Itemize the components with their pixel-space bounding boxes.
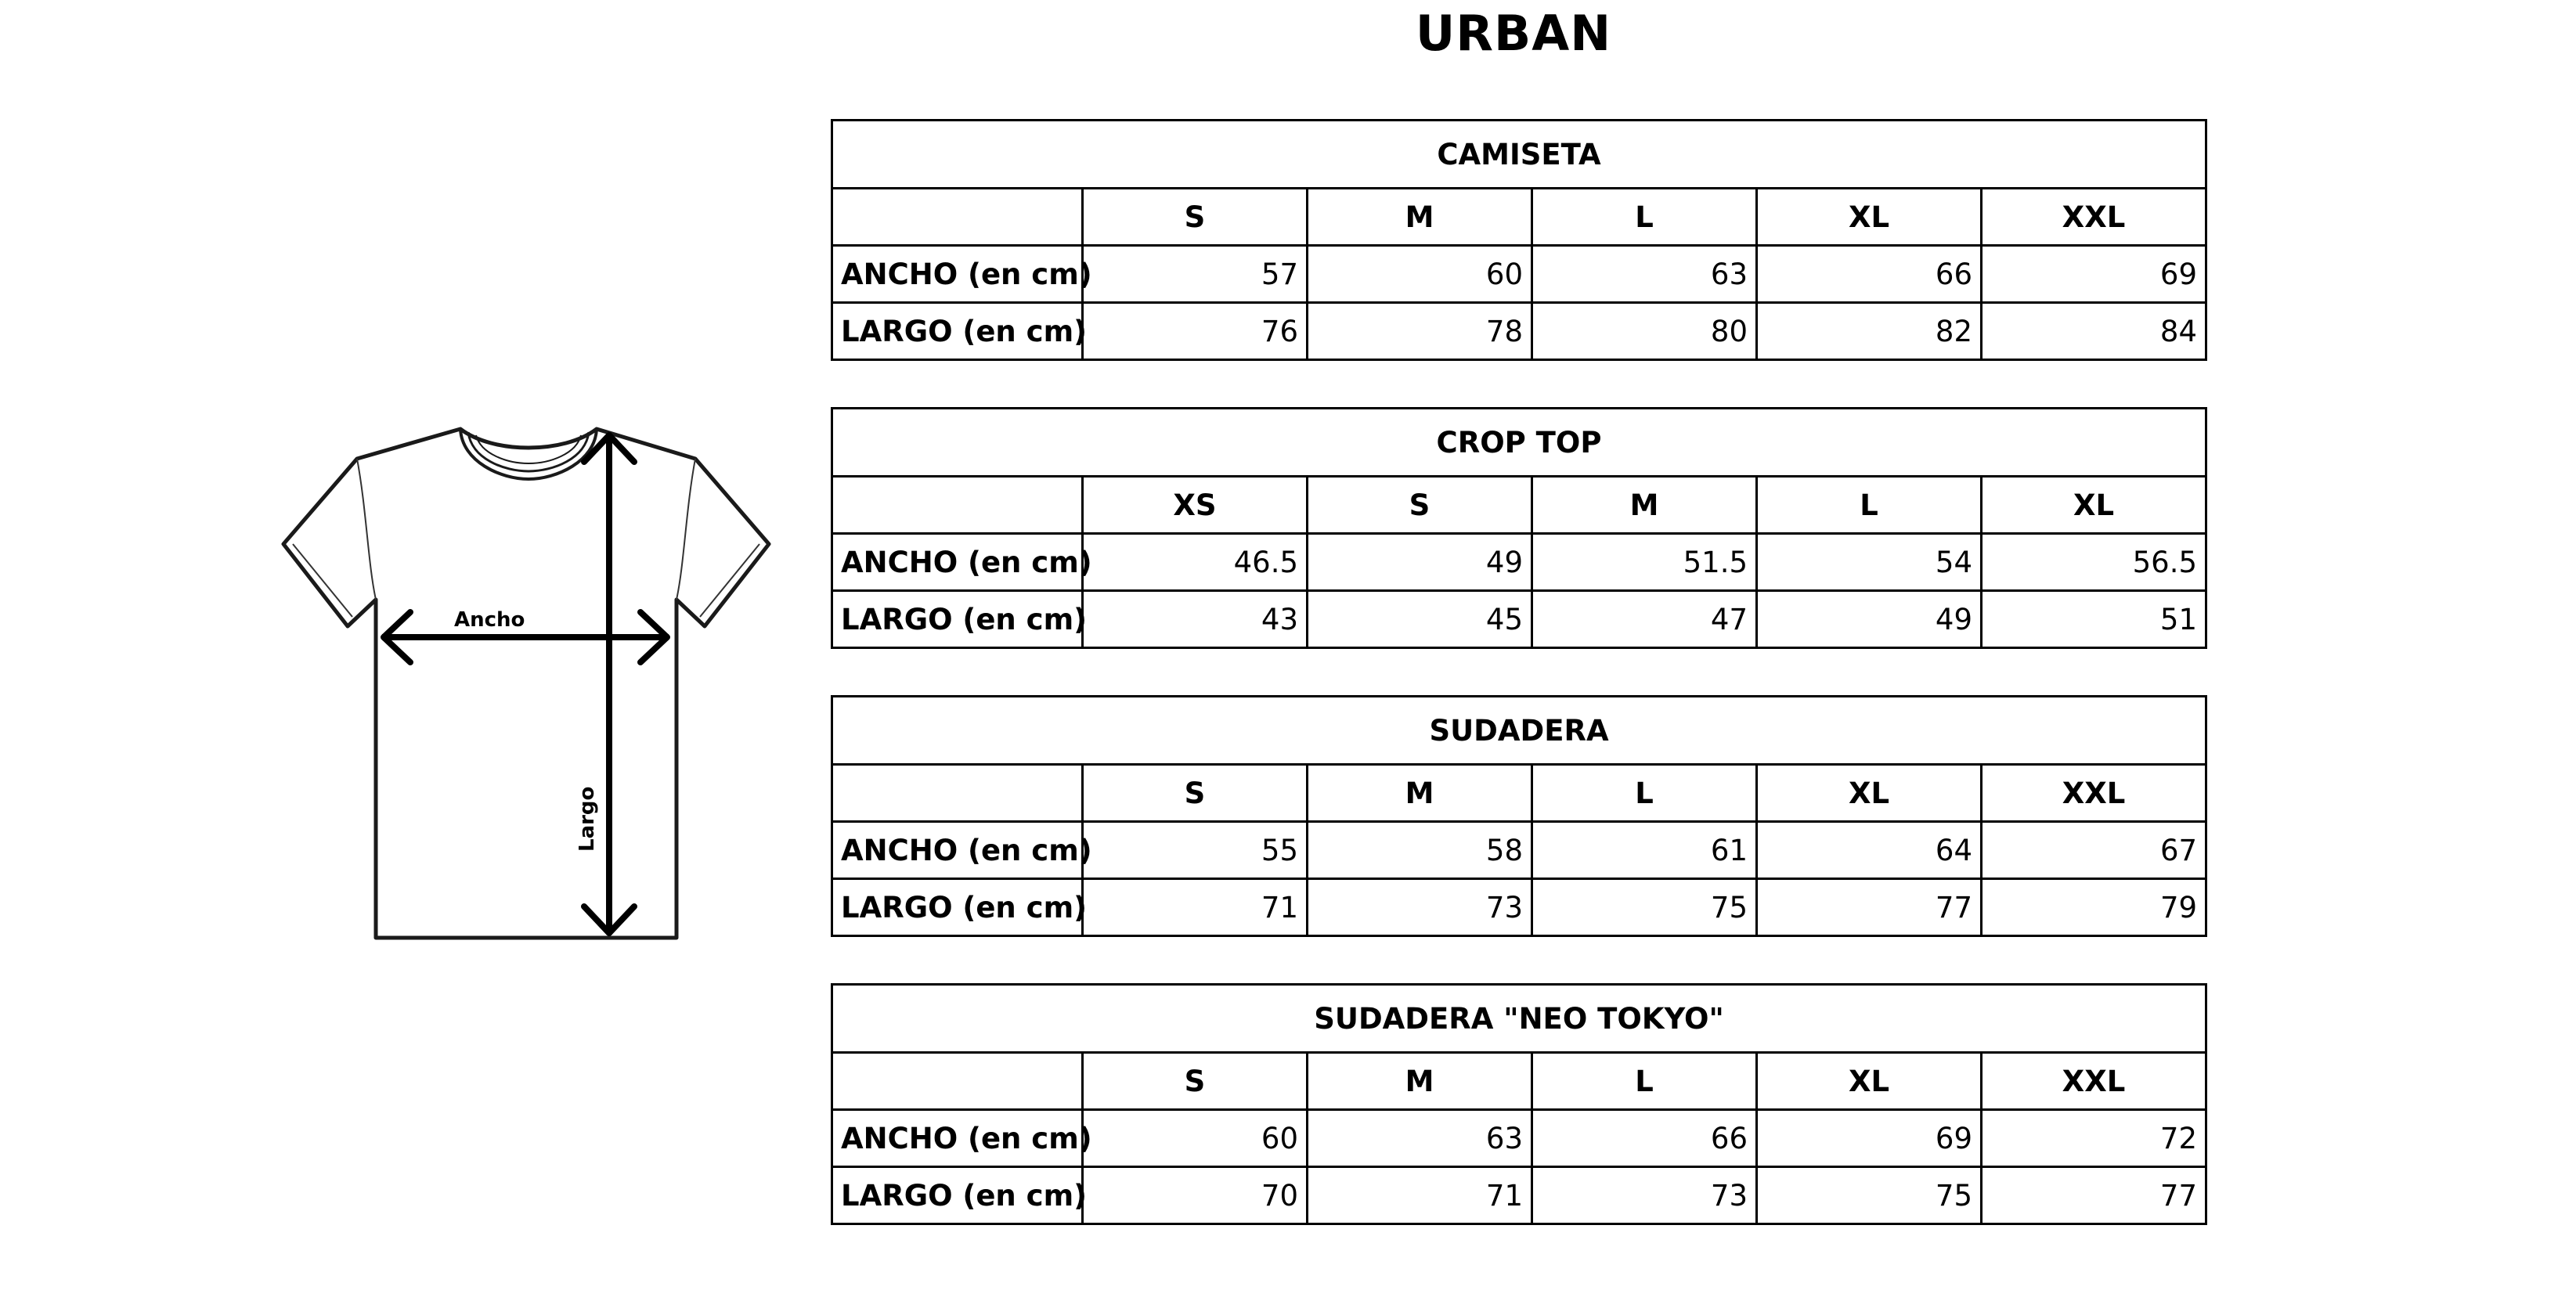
cell-value: 69: [1757, 1110, 1982, 1167]
size-header: M: [1308, 765, 1532, 822]
cell-value: 46.5: [1083, 534, 1308, 591]
size-header: L: [1532, 1053, 1757, 1110]
empty-header-cell: [832, 189, 1083, 246]
cell-value: 73: [1308, 879, 1532, 936]
cell-value: 82: [1757, 303, 1982, 360]
size-table-crop-top: [831, 407, 2207, 649]
width-label: Ancho: [454, 608, 525, 632]
size-header: XL: [1982, 477, 2206, 534]
cell-value: 49: [1757, 591, 1982, 648]
table-row: [832, 1167, 2206, 1224]
cell-value: 69: [1982, 246, 2206, 303]
row-label: ANCHO (en cm): [832, 246, 1083, 303]
cell-value: 79: [1982, 879, 2206, 936]
size-header: L: [1532, 189, 1757, 246]
size-header-row: [832, 189, 2206, 246]
cell-value: 43: [1083, 591, 1308, 648]
cell-value: 60: [1083, 1110, 1308, 1167]
table-row: [832, 822, 2206, 879]
row-label: LARGO (en cm): [832, 591, 1083, 648]
size-header: XXL: [1982, 1053, 2206, 1110]
size-header: M: [1532, 477, 1757, 534]
row-label: ANCHO (en cm): [832, 1110, 1083, 1167]
size-table-sudadera-neo-tokyo: [831, 983, 2207, 1225]
size-header-row: [832, 765, 2206, 822]
cell-value: 66: [1757, 246, 1982, 303]
cell-value: 56.5: [1982, 534, 2206, 591]
cell-value: 49: [1308, 534, 1532, 591]
table-title: CAMISETA: [832, 121, 2206, 189]
size-header: S: [1083, 1053, 1308, 1110]
tshirt-icon: [266, 415, 799, 963]
size-table-sudadera: [831, 695, 2207, 937]
cell-value: 75: [1757, 1167, 1982, 1224]
cell-value: 80: [1532, 303, 1757, 360]
cell-value: 71: [1308, 1167, 1532, 1224]
cell-value: 63: [1308, 1110, 1532, 1167]
cell-value: 55: [1083, 822, 1308, 879]
cell-value: 61: [1532, 822, 1757, 879]
table-row: [832, 246, 2206, 303]
table-row: [832, 879, 2206, 936]
size-header-row: [832, 1053, 2206, 1110]
cell-value: 67: [1982, 822, 2206, 879]
cell-value: 73: [1532, 1167, 1757, 1224]
length-label: Largo: [575, 786, 599, 852]
cell-value: 64: [1757, 822, 1982, 879]
size-table-camiseta: [831, 119, 2207, 361]
size-header: M: [1308, 1053, 1532, 1110]
tshirt-measurement-diagram: [266, 415, 799, 963]
size-header: M: [1308, 189, 1532, 246]
size-header: XL: [1757, 1053, 1982, 1110]
row-label: ANCHO (en cm): [832, 822, 1083, 879]
cell-value: 76: [1083, 303, 1308, 360]
cell-value: 57: [1083, 246, 1308, 303]
table-row: [832, 591, 2206, 648]
table-title: SUDADERA: [832, 697, 2206, 765]
size-header: L: [1757, 477, 1982, 534]
cell-value: 54: [1757, 534, 1982, 591]
cell-value: 66: [1532, 1110, 1757, 1167]
cell-value: 77: [1982, 1167, 2206, 1224]
cell-value: 60: [1308, 246, 1532, 303]
cell-value: 77: [1757, 879, 1982, 936]
cell-value: 63: [1532, 246, 1757, 303]
cell-value: 71: [1083, 879, 1308, 936]
cell-value: 51: [1982, 591, 2206, 648]
page-title: URBAN: [1415, 5, 1612, 62]
row-label: LARGO (en cm): [832, 879, 1083, 936]
size-header: XL: [1757, 189, 1982, 246]
cell-value: 78: [1308, 303, 1532, 360]
empty-header-cell: [832, 765, 1083, 822]
cell-value: 84: [1982, 303, 2206, 360]
table-title: SUDADERA "NEO TOKYO": [832, 985, 2206, 1053]
size-header: XL: [1757, 765, 1982, 822]
row-label: ANCHO (en cm): [832, 534, 1083, 591]
row-label: LARGO (en cm): [832, 303, 1083, 360]
size-header: XXL: [1982, 189, 2206, 246]
table-title: CROP TOP: [832, 409, 2206, 477]
cell-value: 70: [1083, 1167, 1308, 1224]
size-tables: [831, 119, 2206, 1271]
size-header-row: [832, 477, 2206, 534]
size-header: S: [1083, 189, 1308, 246]
size-header: XS: [1083, 477, 1308, 534]
cell-value: 45: [1308, 591, 1532, 648]
empty-header-cell: [832, 1053, 1083, 1110]
cell-value: 51.5: [1532, 534, 1757, 591]
cell-value: 58: [1308, 822, 1532, 879]
size-header: S: [1308, 477, 1532, 534]
size-header: L: [1532, 765, 1757, 822]
table-row: [832, 1110, 2206, 1167]
cell-value: 75: [1532, 879, 1757, 936]
cell-value: 47: [1532, 591, 1757, 648]
table-row: [832, 303, 2206, 360]
row-label: LARGO (en cm): [832, 1167, 1083, 1224]
size-header: S: [1083, 765, 1308, 822]
empty-header-cell: [832, 477, 1083, 534]
cell-value: 72: [1982, 1110, 2206, 1167]
table-row: [832, 534, 2206, 591]
size-header: XXL: [1982, 765, 2206, 822]
